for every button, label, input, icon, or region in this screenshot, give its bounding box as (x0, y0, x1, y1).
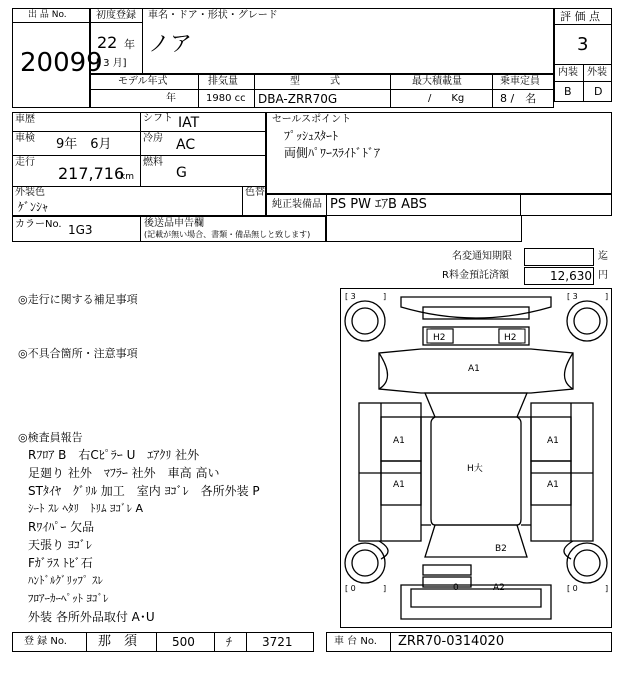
mark-a1-left-rear: A1 (393, 480, 405, 490)
tire-rear-left (345, 543, 385, 583)
chassis-number: ZRR70-0314020 (398, 634, 505, 649)
report-line: 足廻り 社外 ﾏﾌﾗｰ 社外 車高 高い (28, 466, 220, 480)
rear-plate-area (423, 565, 471, 575)
mileage-label: 走行 (15, 157, 35, 168)
report-line: ﾊﾝﾄﾞﾙｸﾞﾘｯﾌﾟ ｽﾚ (28, 574, 103, 587)
sales-point-line-1: ﾌﾟｯｼｭｽﾀｰﾄ (284, 129, 339, 143)
recycle-label: R料金預託済額 (442, 270, 509, 281)
lot-label: 出 品 No. (28, 10, 67, 20)
mark-h2-right: H2 (504, 333, 517, 343)
mark-h2-left: H2 (433, 333, 446, 343)
registration-number: 3721 (262, 635, 293, 649)
color-no: 1G3 (68, 223, 93, 237)
tire-suffix-rr: ] (605, 584, 609, 593)
name-change-value-box (524, 248, 594, 266)
report-line: STﾀｲﾔ ｸﾞﾘﾙ 加工 室内 ﾖｺﾞﾚ 各所外装 P (28, 484, 260, 498)
car-name-label: 車名・ドア・形状・グレード (148, 10, 278, 21)
report-line: Rﾌﾛｱ B 右Cﾋﾟﾗｰ U ｴｱｸﾘ 社外 (28, 448, 200, 462)
registration-class: 500 (172, 635, 195, 649)
first-reg-year: 22 (97, 33, 118, 52)
tire-label-rr: [ 0 (567, 584, 578, 593)
name-change-unit: 迄 (598, 251, 608, 262)
lot-number: 20099 (20, 48, 103, 78)
tire-front-left (345, 301, 385, 341)
type-label: 型 式 (290, 76, 340, 87)
color-label: 外装色 (15, 187, 45, 198)
color-change-label: 色替 (245, 187, 265, 198)
shift-label: シフト (143, 113, 173, 124)
tire-label-rl: [ 0 (345, 584, 356, 593)
mark-a1-right-rear: A1 (547, 480, 559, 490)
driving-notes-heading: ◎走行に関する補足事項 (18, 293, 138, 306)
recycle-value: 12,630 (550, 269, 592, 283)
mark-b2: B2 (495, 544, 507, 554)
tire-suffix-fl: ] (383, 292, 387, 301)
history-label: 車歴 (15, 114, 35, 125)
equipment-label: 純正装備品 (272, 199, 322, 210)
fuel-label: 燃料 (143, 157, 163, 168)
tire-front-right (567, 301, 607, 341)
mark-a1-right-front: A1 (547, 436, 559, 446)
report-line: 天張り ﾖｺﾞﾚ (28, 538, 92, 552)
car-diagram-box (340, 288, 612, 628)
overall-grade: 3 (577, 34, 589, 55)
car-name: ノア (148, 32, 193, 57)
mileage-unit: km (120, 172, 134, 182)
max-load-label: 最大積載量 (412, 76, 462, 87)
recycle-unit: 円 (598, 270, 608, 281)
exterior-grade-label: 外装 (587, 67, 607, 78)
capacity-label: 乗車定員 (500, 76, 540, 87)
docs-note: (記載が無い場合、書類・備品無しと致します) (144, 230, 311, 239)
report-line: Fｶﾞﾗｽ ﾄﾋﾞ石 (28, 556, 93, 570)
car-diagram (341, 289, 611, 627)
displacement-label: 排気量 (208, 76, 238, 87)
left-side (359, 403, 421, 541)
registration-kana: ﾁ (226, 635, 233, 649)
tire-suffix-rl: ] (383, 584, 387, 593)
tailgate (425, 525, 527, 557)
mark-h-roof: H大 (467, 464, 483, 474)
first-reg-label: 初度登録 (96, 10, 136, 21)
inspection: 9年 6月 (56, 137, 112, 152)
tire-label-fr: [ 3 (567, 292, 578, 301)
inspection-label: 車検 (15, 133, 35, 144)
fuel: G (176, 165, 187, 181)
registration-label: 登 録 No. (24, 636, 67, 647)
mark-a1-left-front: A1 (393, 436, 405, 446)
displacement: 1980 cc (206, 93, 246, 104)
tire-label-fl: [ 3 (345, 292, 356, 301)
inspector-report-lines (28, 446, 338, 626)
windshield (425, 393, 527, 417)
right-side (531, 403, 593, 541)
exterior-color: ｹﾞﾝｼｬ (18, 200, 49, 214)
first-reg-year-unit: 年 (124, 38, 135, 51)
tire-rear-right (567, 543, 607, 583)
interior-grade: B (564, 85, 572, 98)
mileage: 217,716 (58, 164, 125, 183)
grade-label: 評 価 点 (560, 10, 600, 23)
sales-point-line-2: 両側ﾊﾟﾜｰｽﾗｲﾄﾞﾄﾞｱ (284, 146, 381, 160)
report-line: ｼｰﾄ ｽﾚ ﾍﾀﾘ ﾄﾘﾑ ﾖｺﾞﾚ A (28, 502, 144, 515)
name-change-label: 名変通知期限 (452, 251, 512, 262)
model-type: DBA-ZRR70G (258, 92, 338, 106)
tire-suffix-fr: ] (605, 292, 609, 301)
docs-label: 後送品申告欄 (144, 218, 204, 229)
interior-grade-label: 内装 (558, 67, 578, 78)
first-reg-month: [ 3 月] (96, 58, 127, 69)
report-line: Rﾜｲﾊﾟｰ 欠品 (28, 520, 95, 534)
chassis-label: 車 台 No. (334, 636, 377, 647)
report-line: ﾌﾛｱｰｶｰﾍﾟｯﾄ ﾖｺﾞﾚ (28, 592, 109, 605)
equipment-extra-box (326, 216, 522, 242)
exterior-grade: D (594, 85, 603, 98)
color-no-label: カラーNo. (15, 219, 62, 230)
rear-bumper (401, 585, 551, 619)
ac: AC (176, 137, 196, 153)
max-load: / Kg (428, 93, 465, 104)
mark-zero: 0 (453, 583, 459, 593)
sales-point-label: セールスポイント (272, 114, 352, 125)
capacity: 8 / 名 (500, 92, 537, 105)
ac-label: 冷房 (143, 133, 163, 144)
mark-a2: A2 (493, 583, 505, 593)
shift: IAT (178, 115, 200, 131)
defects-notes-heading: ◎不具合箇所・注意事項 (18, 347, 138, 360)
model-year-label: モデル年式 (118, 76, 168, 87)
mark-a1-hood: A1 (468, 364, 480, 374)
registration-area: 那 須 (98, 634, 138, 649)
details-box (12, 112, 266, 216)
report-line: 外装 各所外品取付 A･U (28, 610, 155, 624)
equipment-value: PS PW ｴｱB ABS (330, 197, 427, 212)
model-year-unit: 年 (166, 93, 176, 104)
inspector-report-heading: ◎検査員報告 (18, 431, 83, 444)
